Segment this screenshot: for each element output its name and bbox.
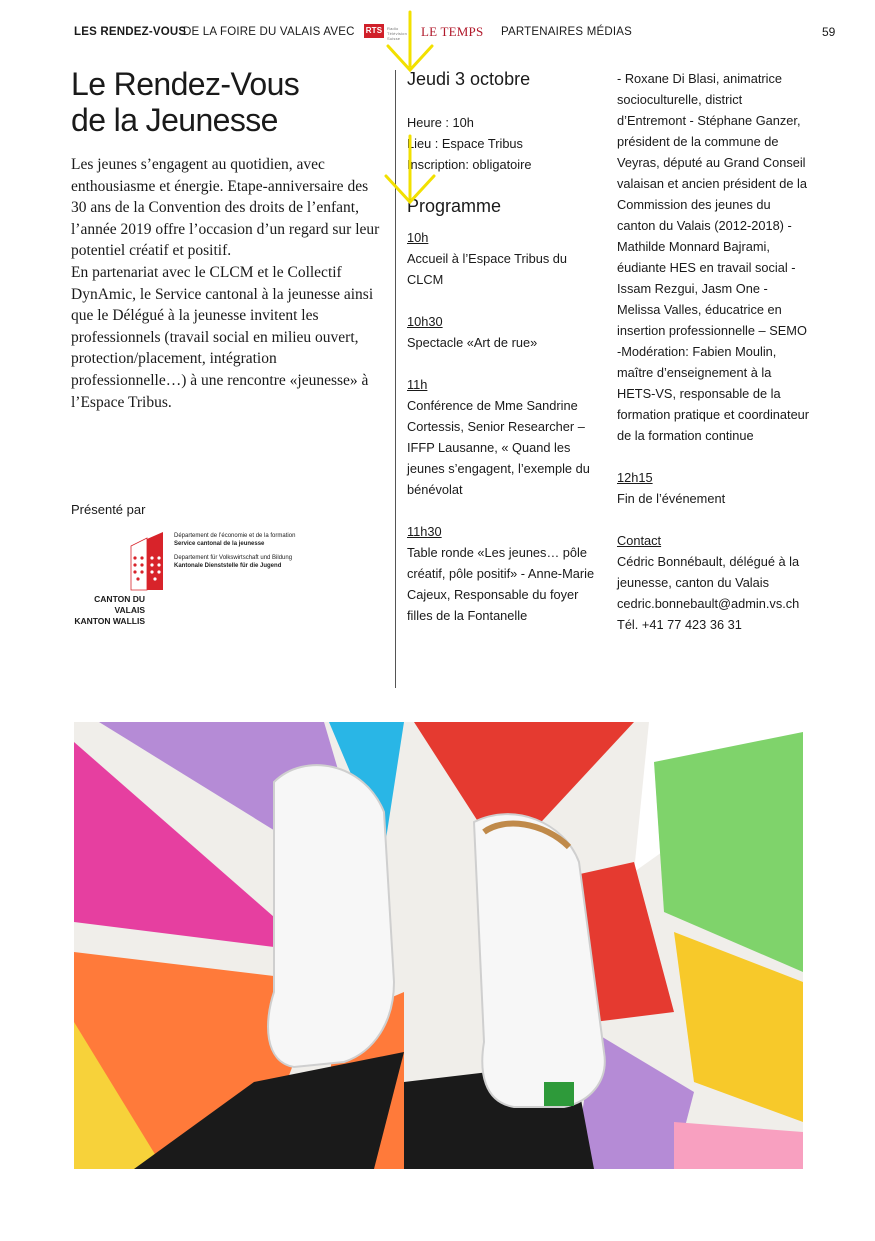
intro-text <box>71 154 381 413</box>
page-number: 59 <box>822 25 836 39</box>
logo-service-fr: Service cantonal de la jeunesse <box>174 541 265 547</box>
participants-contact-column <box>617 68 812 635</box>
programme-title: Programme <box>407 196 502 216</box>
programme-time-2: 10h30 <box>407 314 443 329</box>
letemps-logo: LE TEMPS <box>421 24 484 39</box>
page-title <box>71 66 299 138</box>
intro-paragraph-2: En partenariat avec le CLCM et le Collectif DynAmic, le Service cantonal à la jeunesse ainsi que le Délégué à la jeunesse invitent les professionnels (travail social en milieu ouvert, protection/placement, intégration professionnelle…) à une rencontre «jeunesse» à l’Espace Tribus. <box>71 263 374 411</box>
title-line-1: Le Rendez-Vous <box>71 66 300 102</box>
logo-service-de: Kantonale Dienststelle für die Jugend <box>174 563 282 569</box>
programme-time-3: 11h <box>407 377 428 392</box>
event-registration: Inscription: obligatoire <box>407 157 532 172</box>
logo-dept-de: Departement für Volkswirtschaft und Bildung <box>174 555 293 561</box>
programme-time-1: 10h <box>407 230 429 245</box>
header-partners: PARTENAIRES MÉDIAS <box>501 26 632 38</box>
contact-email[interactable]: cedric.bonnebault@admin.vs.ch <box>617 596 800 611</box>
programme-item-4: Table ronde «Les jeunes… pôle créatif, pôle positif» - Anne-Marie Cajeux, Responsable du foyer filles de la Fontanelle <box>407 545 595 623</box>
contact-title: Contact <box>617 533 662 548</box>
header-series-rest: DE LA FOIRE DU VALAIS AVEC <box>183 26 355 38</box>
rts-logo-subtitle: Radio Télévision Suisse <box>387 26 408 41</box>
round-table-participants: - Roxane Di Blasi, animatrice socioculturelle, district d’Entremont - Stéphane Ganzer, président de la commune de Veyras, député au Grand Conseil valaisan et ancien président de la Commission des jeunes du canton du Valais (2012-2018) - Mathilde Monnard Bajrami, éudiante HES en travail social - Issam Rezgui, Jasm One - Melissa Valles, éducatrice en insertion professionnelle – SEMO -Modération: Fabien Moulin, maître d’enseignement à la HETS-VS, responsable de la formation pratique et coordinateur de la formation continue <box>617 71 810 443</box>
page-header <box>74 22 834 42</box>
title-line-2: de la Jeunesse <box>71 102 278 138</box>
canton-valais-logo <box>71 528 311 626</box>
header-series-bold: LES RENDEZ-VOUS <box>74 26 187 38</box>
programme-time-4: 11h30 <box>407 524 442 539</box>
logo-canton-fr: CANTON DU VALAIS <box>94 594 145 615</box>
sneakers-photo <box>74 722 803 1169</box>
programme-item-2: Spectacle «Art de rue» <box>407 335 538 350</box>
intro-paragraph-1: Les jeunes s’engagent au quotidien, avec enthousiasme et énergie. Etape-anniversaire des 30 ans de la Convention des droits de l’enfant, l’année 2019 offre l’occasion d’un regard sur leur potentiel créatif et positif. <box>71 156 380 260</box>
logo-dept-fr: Département de l’économie et de la formation <box>174 533 296 539</box>
presented-by-label: Présenté par <box>71 502 146 517</box>
logo-canton-de: KANTON WALLIS <box>74 616 145 626</box>
programme-item-5: Fin de l’événement <box>617 491 726 506</box>
programme-item-3: Conférence de Mme Sandrine Cortessis, Senior Researcher – IFFP Lausanne, « Quand les jeunes s’engagent, l’exemple du bénévolat <box>407 398 590 497</box>
contact-phone: Tél. +41 77 423 36 31 <box>617 617 742 632</box>
event-location: Lieu : Espace Tribus <box>407 136 523 151</box>
rts-logo: RTS <box>364 24 384 38</box>
yellow-arrow-icon <box>380 8 442 208</box>
programme-item-1: Accueil à l’Espace Tribus du CLCM <box>407 251 568 287</box>
event-time: Heure : 10h <box>407 115 474 130</box>
event-date: Jeudi 3 octobre <box>407 69 531 89</box>
contact-name: Cédric Bonnébault, délégué à la jeunesse, canton du Valais <box>617 554 800 590</box>
programme-time-5: 12h15 <box>617 470 653 485</box>
